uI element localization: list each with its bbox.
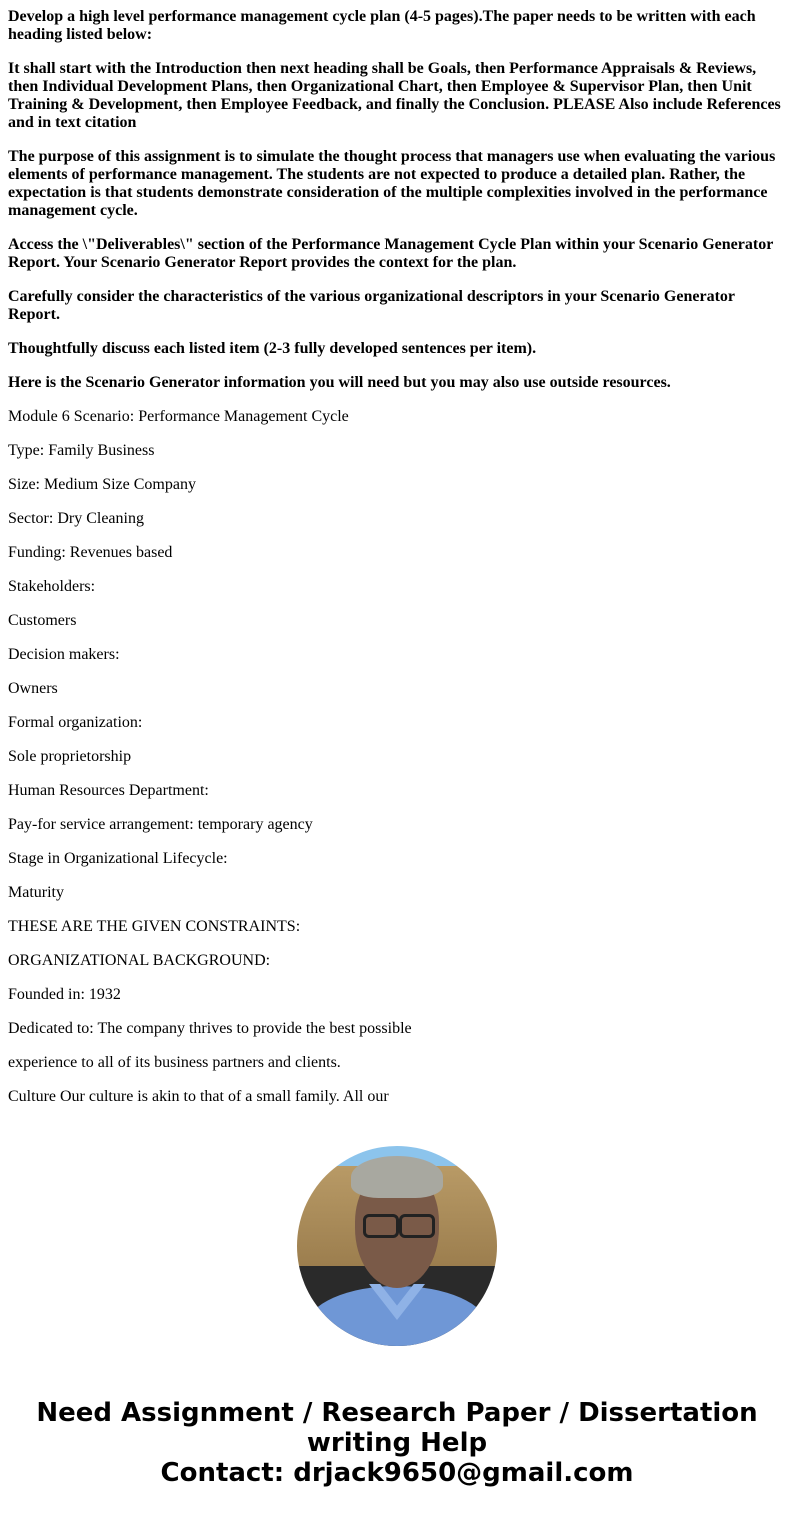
document-body bbox=[0, 8, 794, 1106]
paragraph: Carefully consider the characteristics of the various organizational descriptors in your Scenario Generator Report. bbox=[8, 288, 735, 323]
paragraph: ORGANIZATIONAL BACKGROUND: bbox=[8, 952, 271, 969]
contact-banner-line: Need Assignment / Research Paper / Dissertation bbox=[36, 1398, 758, 1428]
paragraph: Maturity bbox=[8, 884, 64, 901]
paragraph: Size: Medium Size Company bbox=[8, 476, 196, 493]
paragraph: Pay-for service arrangement: temporary agency bbox=[8, 816, 313, 833]
contact-banner-line: writing Help bbox=[306, 1428, 488, 1458]
paragraph: Formal organization: bbox=[8, 714, 143, 731]
paragraph: Sole proprietorship bbox=[8, 748, 132, 765]
paragraph: Module 6 Scenario: Performance Management Cycle bbox=[8, 408, 349, 425]
paragraph: Dedicated to: The company thrives to provide the best possible bbox=[8, 1020, 412, 1037]
paragraph: Stakeholders: bbox=[8, 578, 96, 595]
contact-banner bbox=[0, 1398, 794, 1488]
contact-email: Contact: drjack9650@gmail.com bbox=[160, 1458, 634, 1488]
paragraph: Owners bbox=[8, 680, 58, 697]
paragraph: Develop a high level performance management cycle plan (4-5 pages).The paper needs to be written with each heading listed below: bbox=[8, 8, 756, 43]
paragraph: Type: Family Business bbox=[8, 442, 155, 459]
paragraph: Founded in: 1932 bbox=[8, 986, 121, 1003]
paragraph: Stage in Organizational Lifecycle: bbox=[8, 850, 228, 867]
paragraph: Thoughtfully discuss each listed item (2-3 fully developed sentences per item). bbox=[8, 340, 537, 357]
paragraph: Funding: Revenues based bbox=[8, 544, 173, 561]
photo-glasses-left bbox=[363, 1214, 399, 1238]
paragraph: THESE ARE THE GIVEN CONSTRAINTS: bbox=[8, 918, 301, 935]
paragraph: The purpose of this assignment is to simulate the thought process that managers use when evaluating the various elements of performance management. The students are not expected to produce a detailed plan. Rather, the expectation is that students demonstrate consideration of the multiple complexities involved in the performance management cycle. bbox=[8, 148, 776, 219]
photo-glasses-right bbox=[399, 1214, 435, 1238]
paragraph: Sector: Dry Cleaning bbox=[8, 510, 144, 527]
author-photo-container bbox=[0, 1146, 794, 1346]
paragraph: Culture Our culture is akin to that of a small family. All our bbox=[8, 1088, 389, 1105]
photo-hair bbox=[351, 1156, 443, 1198]
paragraph: Here is the Scenario Generator information you will need but you may also use outside resources. bbox=[8, 374, 671, 391]
paragraph: Decision makers: bbox=[8, 646, 120, 663]
paragraph: experience to all of its business partners and clients. bbox=[8, 1054, 341, 1071]
paragraph: Customers bbox=[8, 612, 77, 629]
paragraph: Human Resources Department: bbox=[8, 782, 209, 799]
paragraph: It shall start with the Introduction then next heading shall be Goals, then Performance Appraisals & Reviews, then Individual Development Plans, then Organizational Chart, then Employee & Supervisor Plan, then Unit Training & Development, then Employee Feedback, and finally the Conclusion. PLEASE Also include References and in text citation bbox=[8, 60, 781, 131]
author-photo bbox=[297, 1146, 497, 1346]
paragraph: Access the \"Deliverables\" section of the Performance Management Cycle Plan within your Scenario Generator Report. Your Scenario Generator Report provides the context for the plan. bbox=[8, 236, 774, 271]
